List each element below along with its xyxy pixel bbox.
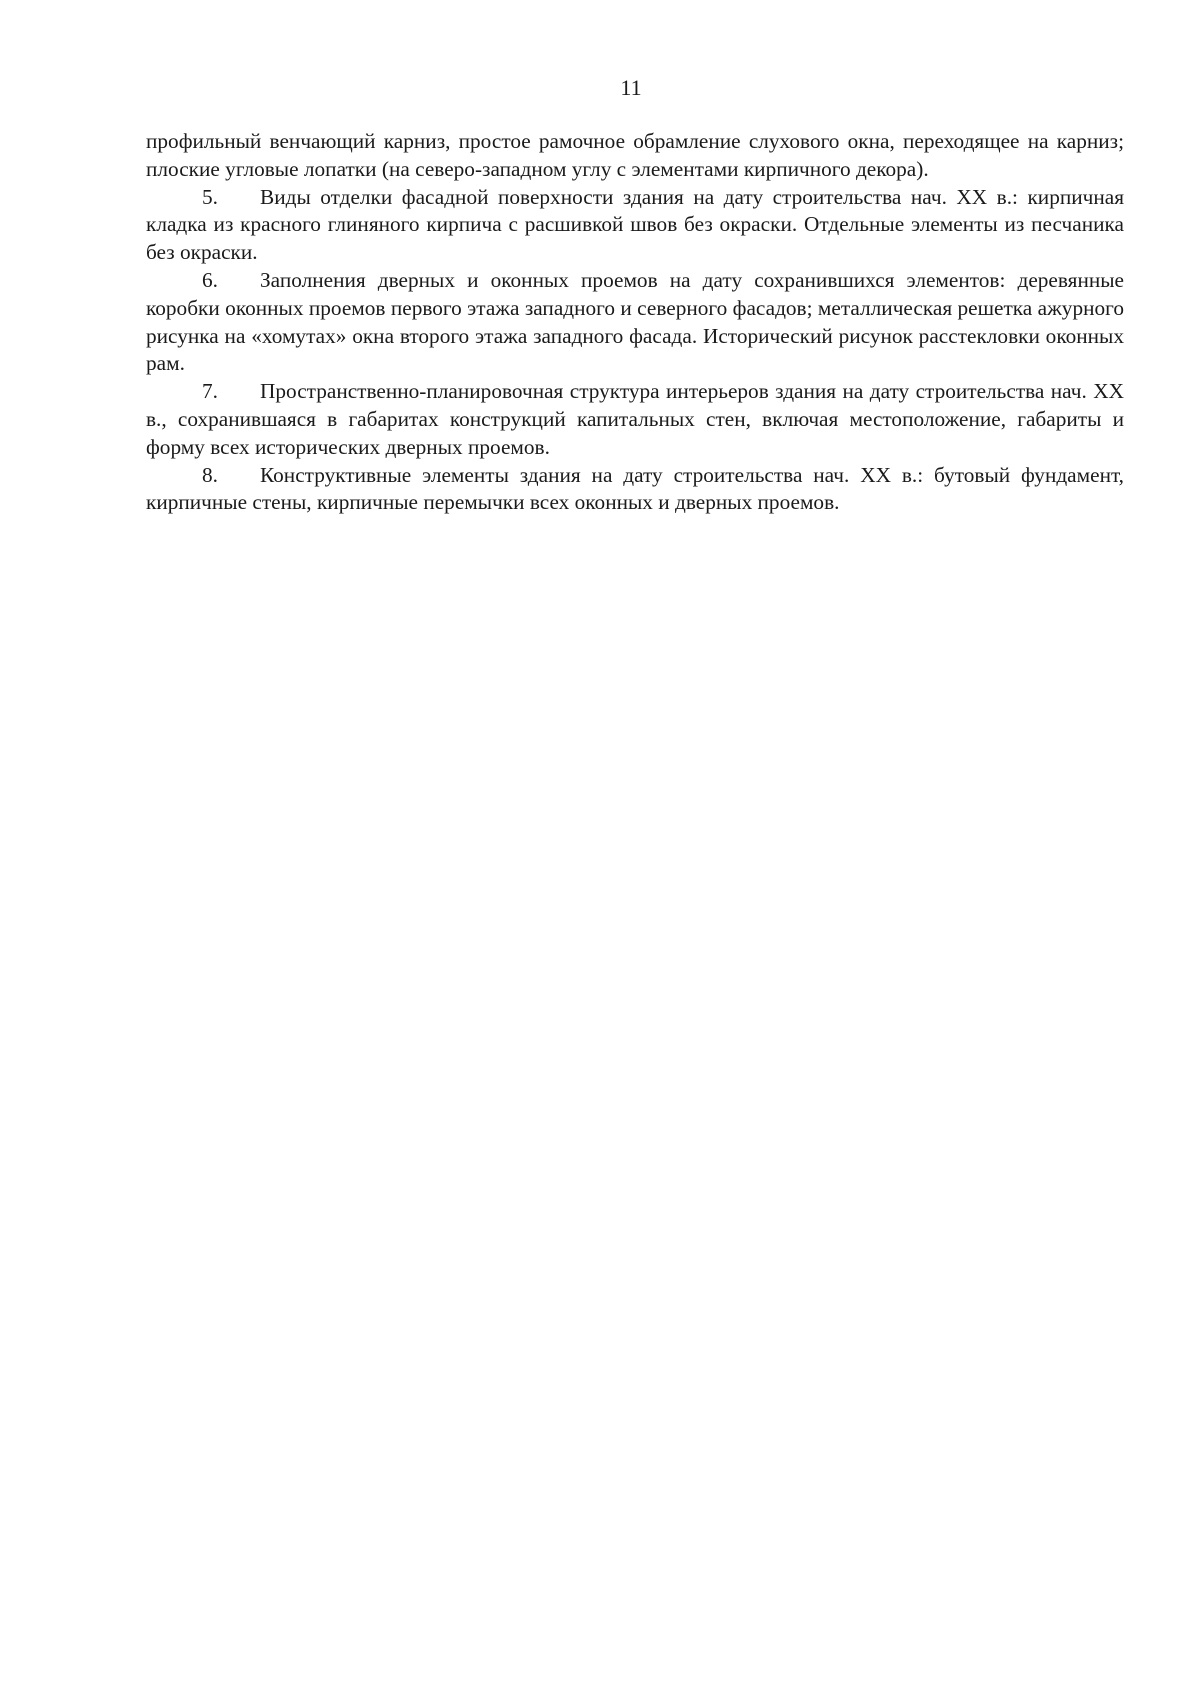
paragraph-item-8 bbox=[146, 462, 1124, 518]
document-body bbox=[146, 128, 1124, 517]
paragraph-number: 7. bbox=[202, 379, 218, 404]
paragraph-item-5 bbox=[146, 184, 1124, 267]
paragraph-text: Конструктивные элементы здания на дату строительства нач. XX в.: бутовый фундамент, кирпичные стены, кирпичные перемычки всех оконных и дверных проемов. bbox=[146, 462, 1124, 515]
paragraph-number: 5. bbox=[202, 184, 218, 209]
paragraph-text: Заполнения дверных и оконных проемов на дату сохранившихся элементов: деревянные коробки оконных проемов первого этажа западного и северного фасадов; металлическая решетка ажурного рисунка на «хомутах» окна второго этажа западного фасада. Исторический рисунок расстекловки оконных рам. bbox=[146, 267, 1124, 376]
paragraph-number: 6. bbox=[202, 267, 218, 292]
paragraph-item-6 bbox=[146, 267, 1124, 378]
paragraph-item-7 bbox=[146, 378, 1124, 461]
paragraph-number: 8. bbox=[202, 462, 218, 487]
paragraph-text: профильный венчающий карниз, простое рамочное обрамление слухового окна, переходящее на карниз; плоские угловые лопатки (на северо-западном углу с элементами кирпичного декора). bbox=[146, 129, 1124, 181]
paragraph-text: Пространственно-планировочная структура интерьеров здания на дату строительства нач. XX в., сохранившаяся в габаритах конструкций капитальных стен, включая местоположение, габариты и форму всех исторических дверных проемов. bbox=[146, 379, 1124, 459]
paragraph-text: Виды отделки фасадной поверхности здания на дату строительства нач. XX в.: кирпичная кладка из красного глиняного кирпича с расшивкой швов без окраски. Отдельные элементы из песчаника без окраски. bbox=[146, 184, 1124, 265]
paragraph-continuation bbox=[146, 128, 1124, 184]
page-number: 11 bbox=[620, 75, 642, 100]
